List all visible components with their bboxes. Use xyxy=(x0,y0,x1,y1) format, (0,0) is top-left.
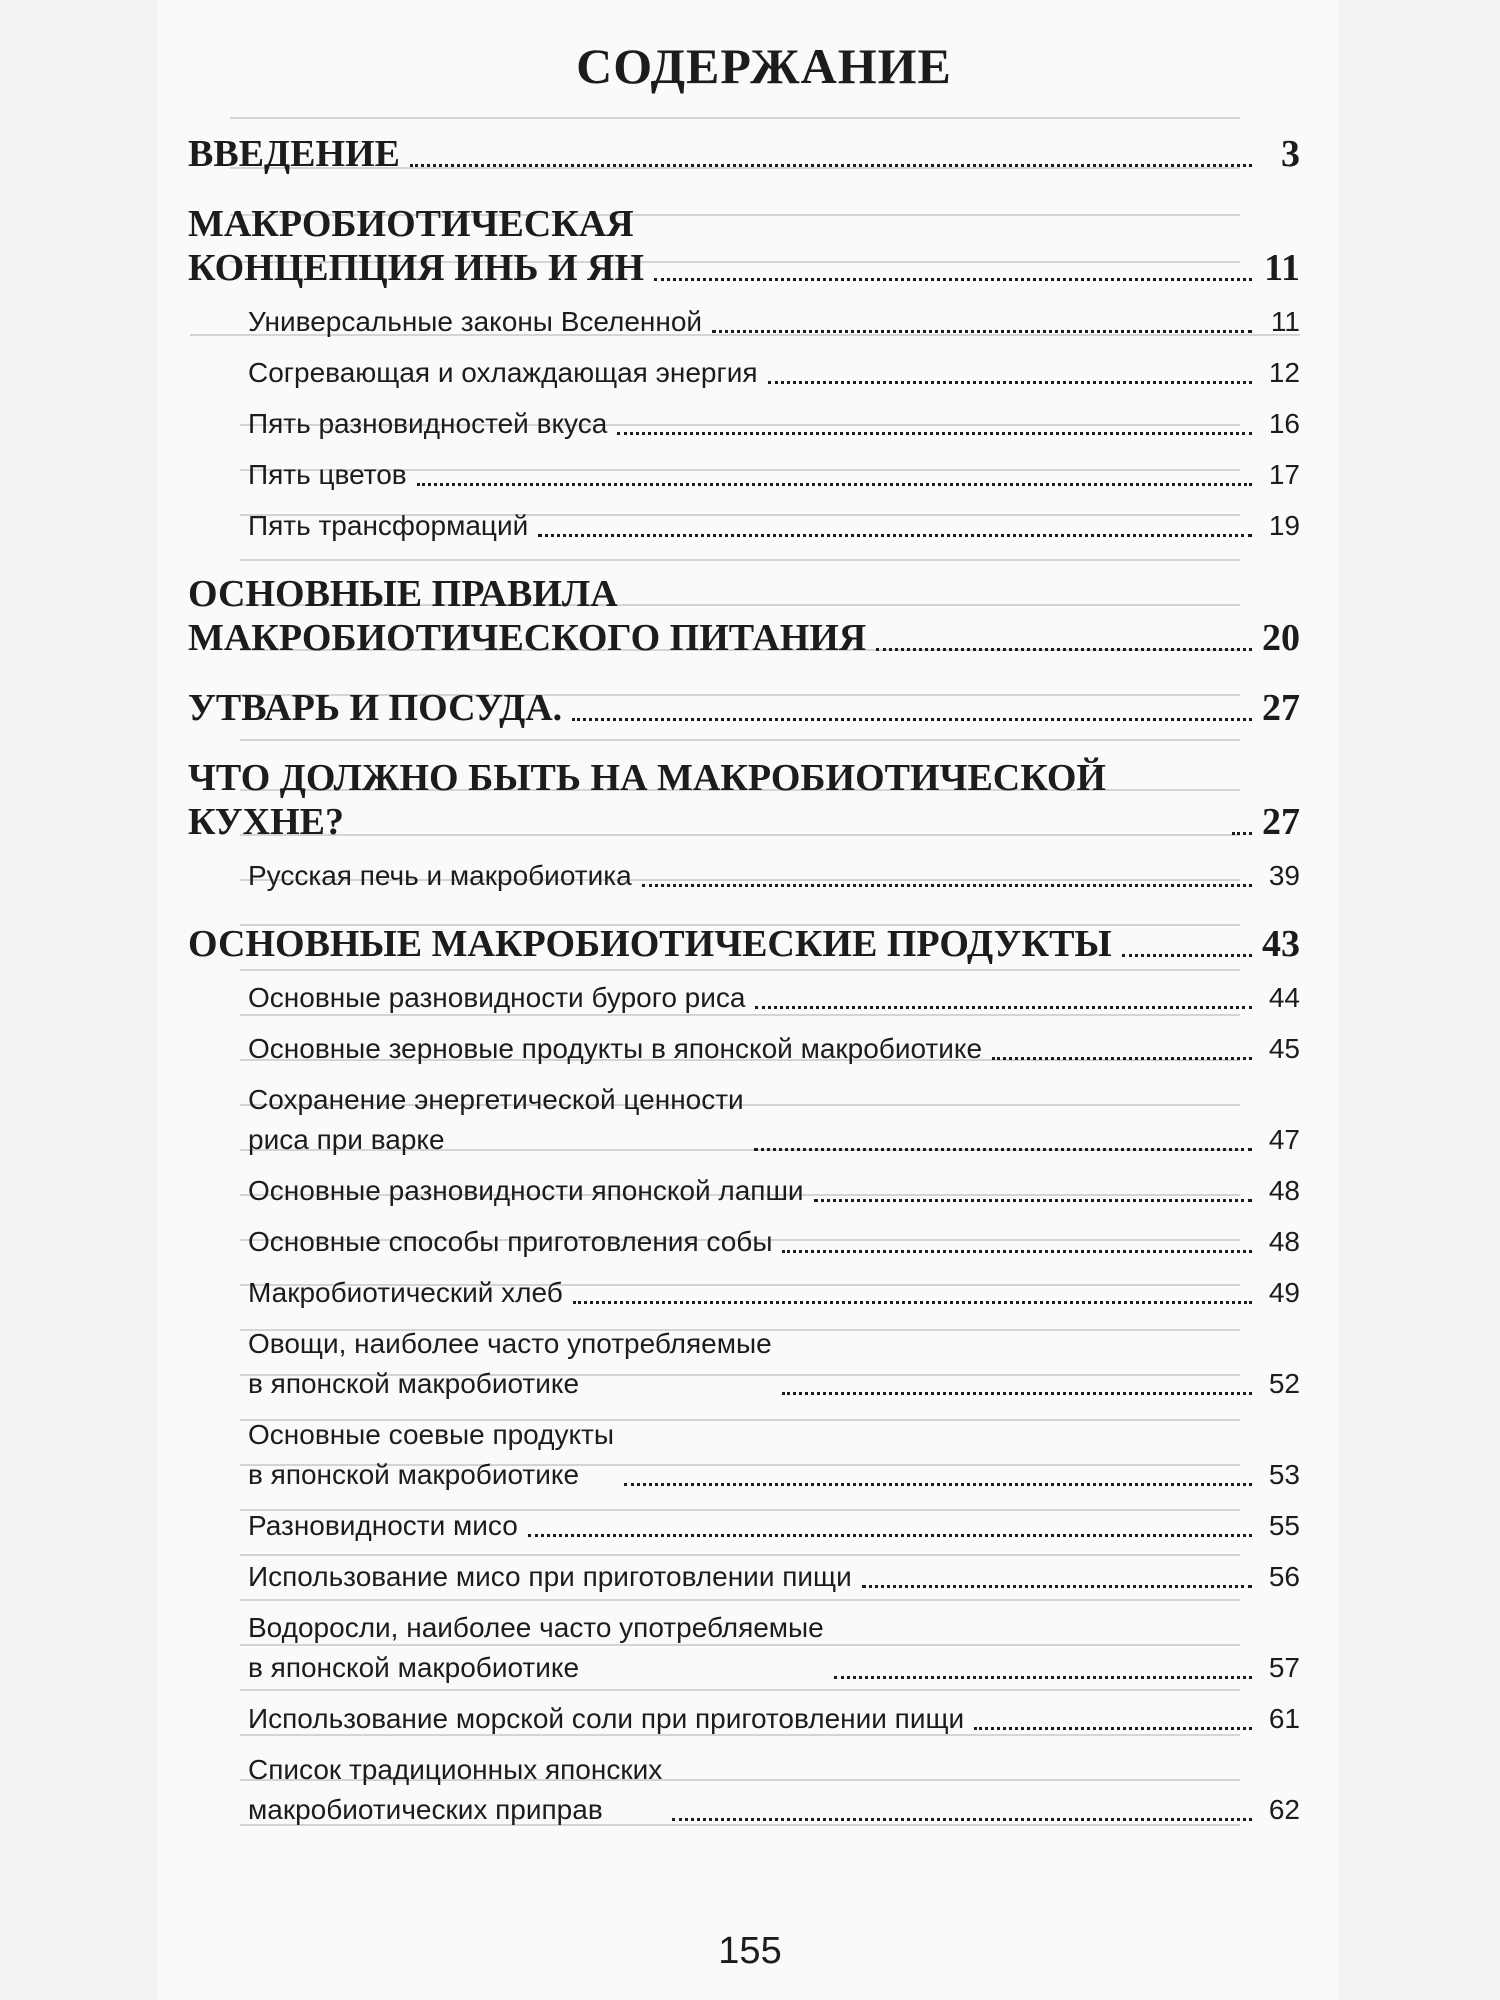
toc-entry-page: 11 xyxy=(1264,247,1300,289)
toc-entry-page: 16 xyxy=(1268,408,1300,439)
toc-entry-label: Русская печь и макробиотика xyxy=(248,860,632,891)
toc-subsection-entry xyxy=(248,506,1300,546)
table-of-contents xyxy=(188,26,1300,1841)
toc-leader-dots xyxy=(814,1199,1252,1202)
toc-leader-dots xyxy=(642,884,1252,887)
page-number: 155 xyxy=(718,1930,782,1972)
toc-entry-label: Универсальные законы Вселенной xyxy=(248,306,703,337)
toc-section-entry xyxy=(188,132,1300,176)
toc-leader-dots xyxy=(755,1006,1252,1009)
toc-entry-label: Пять цветов xyxy=(248,459,407,490)
toc-entry-label: Пять разновидностей вкуса xyxy=(248,408,608,439)
toc-entry-label: Овощи, наиболее часто употребляемые в японской макробиотике xyxy=(248,1328,772,1399)
toc-entry-label: ЧТО ДОЛЖНО БЫТЬ НА МАКРОБИОТИЧЕСКОЙ КУХНЕ? xyxy=(188,757,1106,843)
toc-subsection-entry xyxy=(248,404,1300,444)
toc-entry-label: Макробиотический хлеб xyxy=(248,1277,563,1308)
toc-subsection-entry xyxy=(248,1029,1300,1069)
toc-entry-label: ОСНОВНЫЕ ПРАВИЛА МАКРОБИОТИЧЕСКОГО ПИТАНИЯ xyxy=(188,573,867,659)
toc-entry-page: 47 xyxy=(1268,1124,1300,1155)
toc-leader-dots xyxy=(712,330,1252,333)
toc-entry-page: 53 xyxy=(1268,1459,1300,1490)
toc-leader-dots xyxy=(624,1483,1252,1486)
toc-entry-page: 55 xyxy=(1268,1510,1300,1541)
toc-leader-dots xyxy=(782,1250,1252,1253)
toc-entry-page: 45 xyxy=(1268,1033,1300,1064)
toc-subsection-entry xyxy=(248,353,1300,393)
toc-entry-label: Водоросли, наиболее часто употребляемые в японской макробиотике xyxy=(248,1612,824,1683)
toc-entry-page: 56 xyxy=(1268,1561,1300,1592)
toc-entry-page: 3 xyxy=(1281,133,1300,175)
toc-entry-page: 44 xyxy=(1268,982,1300,1013)
toc-leader-dots xyxy=(876,648,1252,651)
toc-entry-label: Использование морской соли при приготовлении пищи xyxy=(248,1703,965,1734)
toc-entry-page: 20 xyxy=(1262,617,1300,659)
toc-entry-label: Список традиционных японских макробиотических приправ xyxy=(248,1754,663,1825)
toc-entry-page: 52 xyxy=(1268,1368,1300,1399)
toc-entry-label: Основные разновидности бурого риса xyxy=(248,982,746,1013)
toc-entry-label: Сохранение энергетической ценности риса при варке xyxy=(248,1084,744,1155)
toc-entry-page: 49 xyxy=(1268,1277,1300,1308)
page-title: СОДЕРЖАНИЕ xyxy=(576,38,952,94)
toc-subsection-entry xyxy=(248,1171,1300,1211)
toc-subsection-entry xyxy=(248,1557,1300,1597)
toc-leader-dots xyxy=(672,1818,1252,1821)
toc-section-entry xyxy=(188,922,1300,966)
toc-subsection-entry xyxy=(248,1699,1300,1739)
toc-leader-dots xyxy=(754,1148,1252,1151)
toc-entry-page: 19 xyxy=(1268,510,1300,541)
toc-leader-dots xyxy=(572,718,1252,721)
toc-leader-dots xyxy=(992,1057,1252,1060)
toc-entry-page: 43 xyxy=(1262,923,1300,965)
toc-subsection-entry xyxy=(248,1506,1300,1546)
toc-leader-dots xyxy=(768,381,1252,384)
toc-leader-dots xyxy=(417,483,1252,486)
toc-entry-label: Основные зерновые продукты в японской макробиотике xyxy=(248,1033,983,1064)
toc-section-entry xyxy=(188,756,1300,844)
toc-subsection-entry xyxy=(248,1415,1300,1495)
toc-subsection-entry xyxy=(248,1608,1300,1688)
toc-subsection-entry xyxy=(248,1750,1300,1830)
toc-entry-label: УТВАРЬ И ПОСУДА. xyxy=(188,687,563,729)
toc-entry-label: МАКРОБИОТИЧЕСКАЯ КОНЦЕПЦИЯ ИНЬ И ЯН xyxy=(188,203,645,289)
toc-entry-page: 27 xyxy=(1262,687,1300,729)
toc-subsection-entry xyxy=(248,1222,1300,1262)
toc-section-entry xyxy=(188,572,1300,660)
toc-subsection-entry xyxy=(248,1080,1300,1160)
toc-leader-dots xyxy=(654,278,1252,281)
toc-section-entry xyxy=(188,686,1300,730)
toc-leader-dots xyxy=(573,1301,1252,1304)
toc-subsection-entry xyxy=(248,1324,1300,1404)
toc-entry-page: 27 xyxy=(1262,801,1300,843)
toc-leader-dots xyxy=(1122,954,1252,957)
toc-entry-label: Пять трансформаций xyxy=(248,510,529,541)
toc-entry-page: 48 xyxy=(1268,1175,1300,1206)
toc-leader-dots xyxy=(410,164,1252,167)
toc-subsection-entry xyxy=(248,856,1300,896)
toc-leader-dots xyxy=(528,1534,1252,1537)
toc-entry-page: 12 xyxy=(1268,357,1300,388)
toc-section-entry xyxy=(188,202,1300,290)
toc-entry-label: Согревающая и охлаждающая энергия xyxy=(248,357,758,388)
toc-subsection-entry xyxy=(248,455,1300,495)
toc-entry-label: Использование мисо при приготовлении пищи xyxy=(248,1561,852,1592)
toc-entry-page: 57 xyxy=(1268,1652,1300,1683)
toc-entry-label: Основные разновидности японской лапши xyxy=(248,1175,804,1206)
toc-leader-dots xyxy=(538,534,1252,537)
toc-leader-dots xyxy=(974,1727,1252,1730)
toc-entry-page: 61 xyxy=(1268,1703,1300,1734)
toc-entry-label: ВВЕДЕНИЕ xyxy=(188,133,400,175)
toc-subsection-entry xyxy=(248,1273,1300,1313)
toc-entry-label: Разновидности мисо xyxy=(248,1510,518,1541)
toc-entry-page: 39 xyxy=(1268,860,1300,891)
toc-leader-dots xyxy=(862,1585,1252,1588)
toc-entry-label: Основные соевые продукты в японской макробиотике xyxy=(248,1419,614,1490)
toc-subsection-entry xyxy=(248,302,1300,342)
toc-entry-page: 62 xyxy=(1268,1794,1300,1825)
toc-leader-dots xyxy=(617,432,1252,435)
toc-entry-page: 11 xyxy=(1270,306,1300,337)
toc-entries xyxy=(188,132,1300,1830)
toc-entry-label: ОСНОВНЫЕ МАКРОБИОТИЧЕСКИЕ ПРОДУКТЫ xyxy=(188,923,1112,965)
toc-leader-dots xyxy=(834,1676,1252,1679)
toc-entry-page: 48 xyxy=(1268,1226,1300,1257)
toc-subsection-entry xyxy=(248,978,1300,1018)
toc-entry-page: 17 xyxy=(1268,459,1300,490)
toc-leader-dots xyxy=(1232,832,1252,835)
toc-entry-label: Основные способы приготовления собы xyxy=(248,1226,773,1257)
toc-leader-dots xyxy=(782,1392,1252,1395)
